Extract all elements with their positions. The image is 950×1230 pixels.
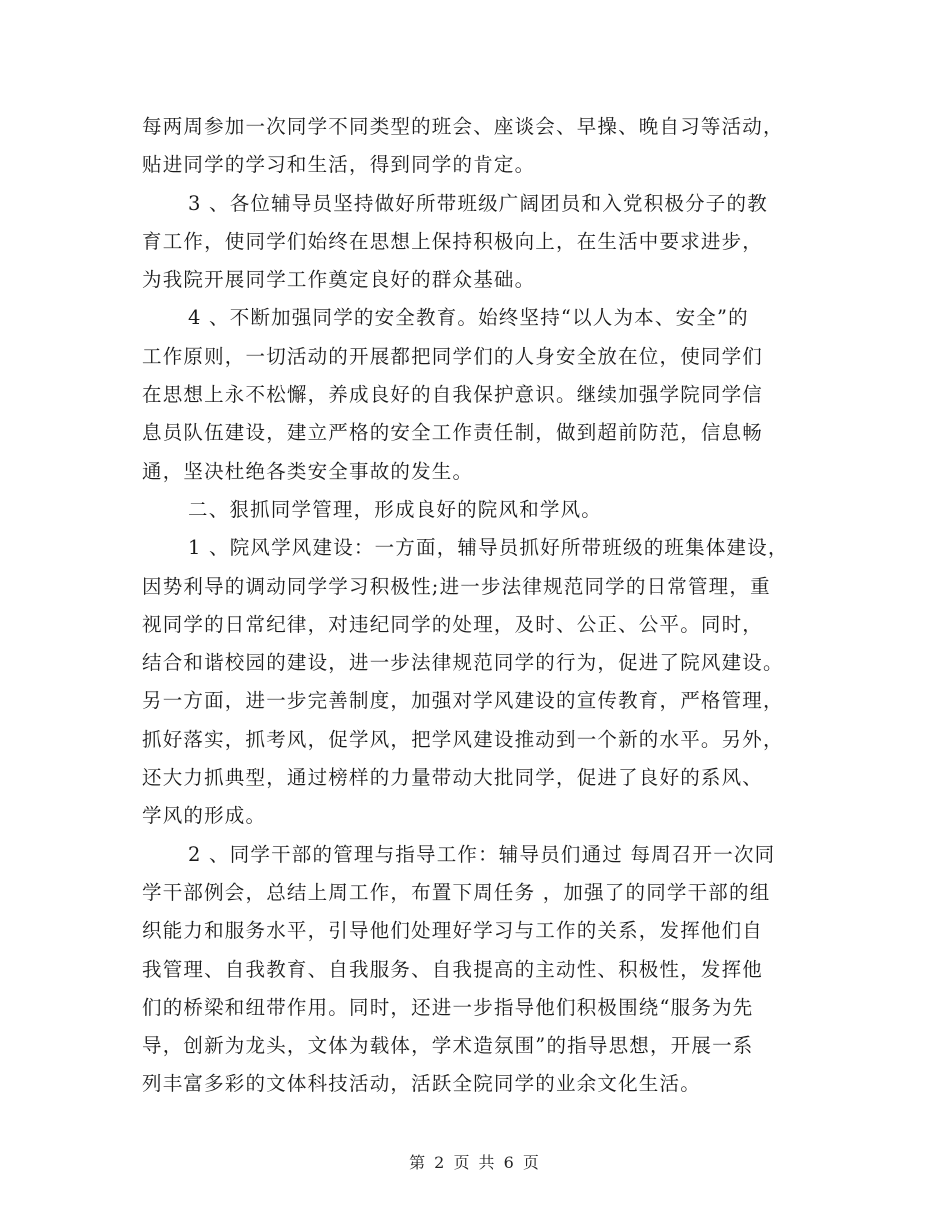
text-line: 导，创新为龙头，文体为载体，学术造氛围”的指导思想，开展一系 (142, 1034, 754, 1058)
text-line: 工作原则，一切活动的开展都把同学们的人身安全放在位，使同学们 (142, 344, 764, 368)
text-line: 通，坚决杜绝各类安全事故的发生。 (142, 459, 474, 483)
text-line: 抓好落实，抓考风，促学风，把学风建设推动到一个新的水平。另外， (142, 727, 784, 751)
text-line: 们的桥梁和纽带作用。同时，还进一步指导他们积极围绕“服务为先 (142, 995, 754, 1019)
text-line: 因势利导的调动同学学习积极性;进一步法律规范同学的日常管理，重 (142, 574, 771, 598)
text-line: 我管理、自我教育、自我服务、自我提高的主动性、积极性，发挥他 (142, 957, 764, 981)
text-line: 3 、各位辅导员坚持做好所带班级广阔团员和入党积极分子的教 (188, 191, 768, 215)
text-line: 息员队伍建设，建立严格的安全工作责任制，做到超前防范，信息畅 (142, 421, 764, 445)
text-line: 织能力和服务水平，引导他们处理好学习与工作的关系，发挥他们自 (142, 919, 764, 943)
text-line: 另一方面，进一步完善制度，加强对学风建设的宣传教育，严格管理， (142, 689, 784, 713)
text-line: 每两周参加一次同学不同类型的班会、座谈会、早操、晚自习等活动， (142, 115, 784, 138)
text-line: 贴进同学的学习和生活，得到同学的肯定。 (142, 153, 536, 177)
page-footer: 第 2 页 共 6 页 (409, 1153, 541, 1172)
document-body (142, 108, 822, 1104)
text-line: 列丰富多彩的文体科技活动，活跃全院同学的业余文化生活。 (142, 1072, 701, 1096)
text-line: 结合和谐校园的建设，进一步法律规范同学的行为，促进了院风建设。 (142, 651, 784, 675)
text-line: 为我院开展同学工作奠定良好的群众基础。 (142, 268, 536, 292)
text-line: 学风的形成。 (142, 804, 267, 828)
text-line: 视同学的日常纪律，对违纪同学的处理，及时、公正、公平。同时， (142, 612, 764, 636)
text-line: 1 、院风学风建设：一方面，辅导员抓好所带班级的班集体建设， (188, 536, 789, 560)
text-line: 学干部例会，总结上周工作，布置下周任务 ，加强了的同学干部的组 (142, 880, 771, 904)
text-line: 在思想上永不松懈，养成良好的自我保护意识。继续加强学院同学信 (142, 383, 764, 407)
text-line: 4 、不断加强同学的安全教育。始终坚持“以人为本、安全”的 (188, 306, 749, 330)
text-line: 2 、同学干部的管理与指导工作：辅导员们通过 每周召开一次同 (188, 842, 776, 866)
text-line: 育工作，使同学们始终在思想上保持积极向上，在生活中要求进步， (142, 229, 764, 253)
text-line: 二、狠抓同学管理，形成良好的院风和学风。 (188, 497, 603, 521)
text-line: 还大力抓典型，通过榜样的力量带动大批同学，促进了良好的系风、 (142, 766, 764, 790)
